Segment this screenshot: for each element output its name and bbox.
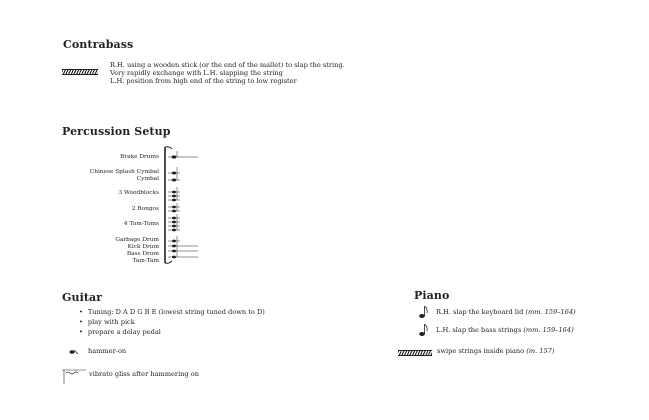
instrument-label: 3 Woodblocks bbox=[118, 190, 159, 196]
piano-lh-measures: (mm. 159–164) bbox=[523, 326, 574, 334]
contrabass-line: Very rapidly exchange with L.H. slapping the string bbox=[110, 69, 283, 77]
instrument-label: Cymbal bbox=[136, 176, 159, 182]
instrument-label: Brake Drums bbox=[120, 154, 159, 160]
piano-lh-text: L.H. slap the bass strings bbox=[436, 326, 522, 334]
contrabass-instructions bbox=[110, 61, 345, 85]
piano-lh-instruction bbox=[436, 326, 574, 334]
contrabass-heading: Contrabass bbox=[63, 38, 134, 51]
instrument-label: Kick Drum bbox=[127, 244, 159, 250]
piano-rh-instruction bbox=[436, 308, 576, 316]
instrument-label: Garbage Drum bbox=[115, 237, 159, 243]
instrument-label: 2 Bongos bbox=[131, 206, 159, 212]
contrabass-line: L.H. position from high end of the string to low register bbox=[110, 77, 297, 85]
guitar-bullet-item: • Tuning: D A D G B E (lowest string tuned down to D) bbox=[79, 307, 265, 317]
percussion-heading: Percussion Setup bbox=[62, 125, 171, 138]
hammer-on-label: hammer-on bbox=[88, 347, 127, 355]
piano-swipe-measure: (m. 157) bbox=[526, 347, 555, 355]
instrument-label: Tam-Tam bbox=[132, 258, 159, 264]
percussion-staff-diagram bbox=[160, 145, 210, 270]
guitar-bullet-item: • prepare a delay pedal bbox=[79, 327, 265, 337]
slap-notation-symbol bbox=[62, 69, 98, 75]
eighth-note-icon bbox=[418, 322, 430, 338]
piano-heading: Piano bbox=[414, 289, 450, 302]
guitar-heading: Guitar bbox=[62, 291, 103, 304]
guitar-bullet-list bbox=[79, 307, 265, 337]
piano-swipe-instruction bbox=[437, 347, 554, 355]
hammer-on-icon bbox=[68, 346, 80, 356]
guitar-bullet-item: • play with pick bbox=[79, 317, 265, 327]
instrument-label: Bass Drum bbox=[126, 251, 159, 257]
piano-rh-measures: (mm. 159–164) bbox=[525, 308, 576, 316]
piano-rh-text: R.H. slap the keyboard lid bbox=[436, 308, 524, 316]
vibrato-gliss-icon bbox=[60, 364, 90, 388]
contrabass-line: R.H. using a wooden stick (or the end of the mallet) to slap the string. bbox=[110, 61, 345, 69]
piano-swipe-text: swipe strings inside piano bbox=[437, 347, 525, 355]
instrument-label: 4 Tom-Toms bbox=[123, 221, 159, 227]
instrument-label: Chinese Splash Cymbal bbox=[89, 169, 159, 175]
swipe-notation-symbol bbox=[398, 350, 432, 356]
vibrato-gliss-label: vibrato gliss after hammering on bbox=[89, 370, 199, 378]
eighth-note-icon bbox=[418, 304, 430, 320]
